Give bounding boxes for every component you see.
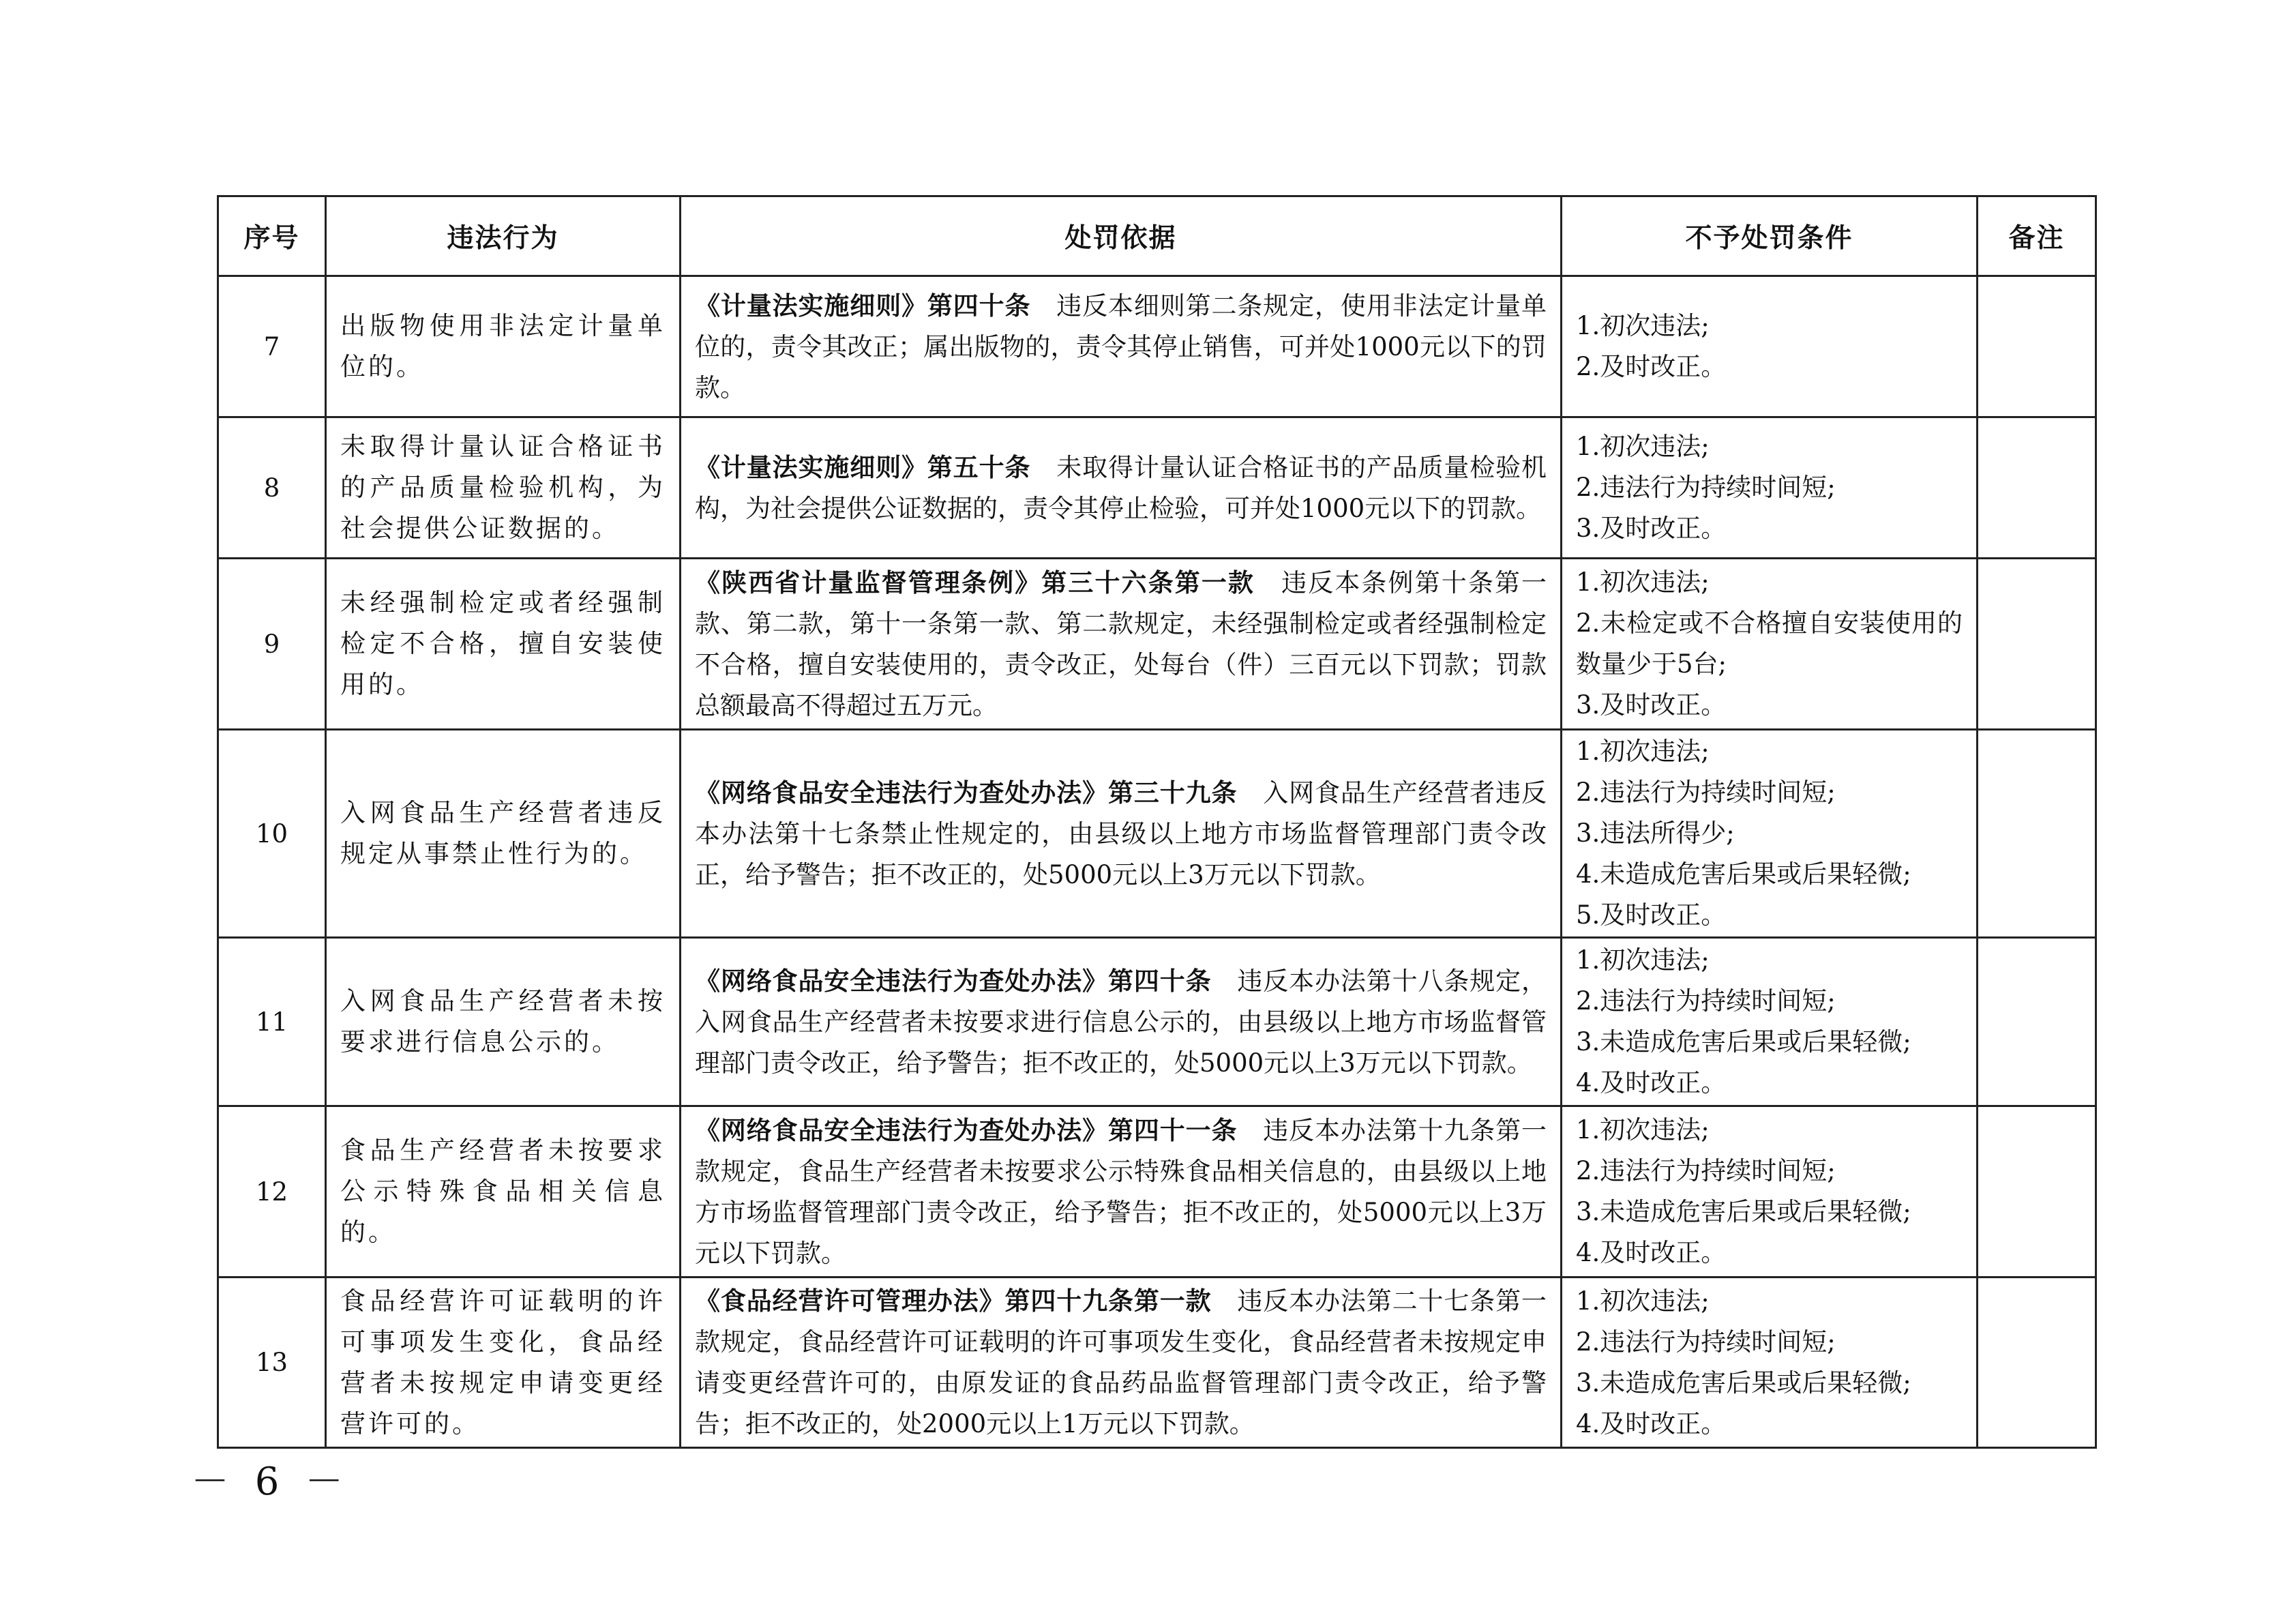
- row-act: 入网食品生产经营者违反规定从事禁止性行为的。: [326, 730, 681, 938]
- row-conditions: [1562, 559, 1978, 730]
- row-remark: [1978, 1278, 2096, 1448]
- condition-item: 4.未造成危害后果或后果轻微;: [1576, 859, 1911, 889]
- row-act: 未经强制检定或者经强制检定不合格，擅自安装使用的。: [326, 559, 681, 730]
- table-row: [218, 559, 2096, 730]
- row-remark: [1978, 1106, 2096, 1278]
- condition-item: 1.初次违法;: [1576, 945, 1710, 975]
- basis-title: 《网络食品安全违法行为查处办法》第四十条: [695, 965, 1212, 996]
- row-act: 入网食品生产经营者未按要求进行信息公示的。: [326, 938, 681, 1106]
- condition-item: 2.违法行为持续时间短;: [1576, 986, 1836, 1016]
- condition-item: 1.初次违法;: [1576, 432, 1710, 461]
- row-act: 出版物使用非法定计量单位的。: [326, 276, 681, 417]
- table-row: [218, 938, 2096, 1106]
- basis-text: 违反本办法第十九条第一款规定，食品生产经营者未按要求公示特殊食品相关信息的，由县级以上地方市场监督管理部门责令改正，给予警告；拒不改正的，处5000元以上3万元以下罚款。: [695, 1115, 1547, 1268]
- row-remark: [1978, 938, 2096, 1106]
- header-act: 违法行为: [326, 196, 681, 276]
- condition-item: 1.初次违法;: [1576, 311, 1710, 340]
- row-conditions: [1562, 417, 1978, 559]
- row-remark: [1978, 730, 2096, 938]
- table-row: [218, 1278, 2096, 1448]
- row-no: 7: [218, 276, 326, 417]
- condition-item: 2.及时改正。: [1576, 352, 1727, 381]
- condition-item: 1.初次违法;: [1576, 1286, 1710, 1316]
- condition-item: 2.违法行为持续时间短;: [1576, 1156, 1836, 1185]
- row-no: 9: [218, 559, 326, 730]
- penalty-table: [217, 195, 2097, 1449]
- condition-item: 3.未造成危害后果或后果轻微;: [1576, 1197, 1911, 1226]
- basis-text: 违反本办法第十八条规定，入网食品生产经营者未按要求进行信息公示的，由县级以上地方市场监督管理部门责令改正，给予警告；拒不改正的，处5000元以上3万元以下罚款。: [695, 966, 1547, 1078]
- basis-title: 《网络食品安全违法行为查处办法》第四十一条: [695, 1114, 1238, 1145]
- row-no: 13: [218, 1278, 326, 1448]
- row-conditions: [1562, 1106, 1978, 1278]
- row-basis: [681, 938, 1562, 1106]
- condition-item: 2.未检定或不合格擅自安装使用的数量少于5台;: [1576, 608, 1963, 679]
- row-basis: [681, 730, 1562, 938]
- row-basis: [681, 417, 1562, 559]
- condition-item: 3.违法所得少;: [1576, 818, 1735, 848]
- condition-item: 3.及时改正。: [1576, 514, 1727, 543]
- basis-text: 未取得计量认证合格证书的产品质量检验机构，为社会提供公证数据的，责令其停止检验，可并处1000元以下的罚款。: [695, 452, 1547, 523]
- condition-item: 3.及时改正。: [1576, 690, 1727, 720]
- header-no: 序号: [218, 196, 326, 276]
- condition-item: 5.及时改正。: [1576, 900, 1727, 930]
- row-basis: [681, 1278, 1562, 1448]
- basis-title: 《计量法实施细则》第五十条: [695, 452, 1031, 482]
- condition-item: 3.未造成危害后果或后果轻微;: [1576, 1368, 1911, 1398]
- condition-item: 2.违法行为持续时间短;: [1576, 778, 1836, 807]
- table-header-row: [218, 196, 2096, 276]
- condition-item: 1.初次违法;: [1576, 1115, 1710, 1145]
- basis-text: 违反本细则第二条规定，使用非法定计量单位的，责令其改正；属出版物的，责令其停止销售，可并处1000元以下的罚款。: [695, 291, 1547, 402]
- row-act: 食品生产经营者未按要求公示特殊食品相关信息的。: [326, 1106, 681, 1278]
- basis-title: 《计量法实施细则》第四十条: [695, 290, 1031, 321]
- row-conditions: [1562, 730, 1978, 938]
- row-remark: [1978, 276, 2096, 417]
- row-conditions: [1562, 276, 1978, 417]
- row-remark: [1978, 559, 2096, 730]
- basis-text: 入网食品生产经营者违反本办法第十七条禁止性规定的，由县级以上地方市场监督管理部门责令改正，给予警告；拒不改正的，处5000元以上3万元以下罚款。: [695, 778, 1547, 889]
- row-no: 12: [218, 1106, 326, 1278]
- condition-item: 2.违法行为持续时间短;: [1576, 473, 1836, 502]
- row-basis: [681, 1106, 1562, 1278]
- row-no: 10: [218, 730, 326, 938]
- table-row: [218, 730, 2096, 938]
- condition-item: 4.及时改正。: [1576, 1068, 1727, 1097]
- header-basis: 处罚依据: [681, 196, 1562, 276]
- condition-item: 3.未造成危害后果或后果轻微;: [1576, 1027, 1911, 1057]
- header-conditions: 不予处罚条件: [1562, 196, 1978, 276]
- table-row: [218, 1106, 2096, 1278]
- row-no: 11: [218, 938, 326, 1106]
- page-number: － 6 －: [191, 1460, 351, 1504]
- table-row: [218, 417, 2096, 559]
- basis-title: 《网络食品安全违法行为查处办法》第三十九条: [695, 777, 1238, 808]
- row-basis: [681, 276, 1562, 417]
- condition-item: 4.及时改正。: [1576, 1408, 1727, 1438]
- basis-text: 违反本条例第十条第一款、第二款，第十一条第一款、第二款规定，未经强制检定或者经强制检定不合格，擅自安装使用的，责令改正，处每台（件）三百元以下罚款；罚款总额最高不得超过五万元。: [695, 567, 1547, 720]
- condition-item: 1.初次违法;: [1576, 567, 1710, 597]
- row-basis: [681, 559, 1562, 730]
- row-act: 未取得计量认证合格证书的产品质量检验机构，为社会提供公证数据的。: [326, 417, 681, 559]
- row-no: 8: [218, 417, 326, 559]
- basis-title: 《食品经营许可管理办法》第四十九条第一款: [695, 1286, 1212, 1316]
- condition-item: 1.初次违法;: [1576, 737, 1710, 766]
- condition-item: 2.违法行为持续时间短;: [1576, 1327, 1836, 1357]
- row-act: 食品经营许可证载明的许可事项发生变化，食品经营者未按规定申请变更经营许可的。: [326, 1278, 681, 1448]
- table-row: [218, 276, 2096, 417]
- basis-text: 违反本办法第二十七条第一款规定，食品经营许可证载明的许可事项发生变化，食品经营者未按规定申请变更经营许可的，由原发证的食品药品监督管理部门责令改正，给予警告；拒不改正的，处2000元以上1万元以下罚款。: [695, 1286, 1547, 1438]
- row-conditions: [1562, 1278, 1978, 1448]
- header-remark: 备注: [1978, 196, 2096, 276]
- row-remark: [1978, 417, 2096, 559]
- basis-title: 《陕西省计量监督管理条例》第三十六条第一款: [695, 567, 1255, 597]
- row-conditions: [1562, 938, 1978, 1106]
- condition-item: 4.及时改正。: [1576, 1238, 1727, 1267]
